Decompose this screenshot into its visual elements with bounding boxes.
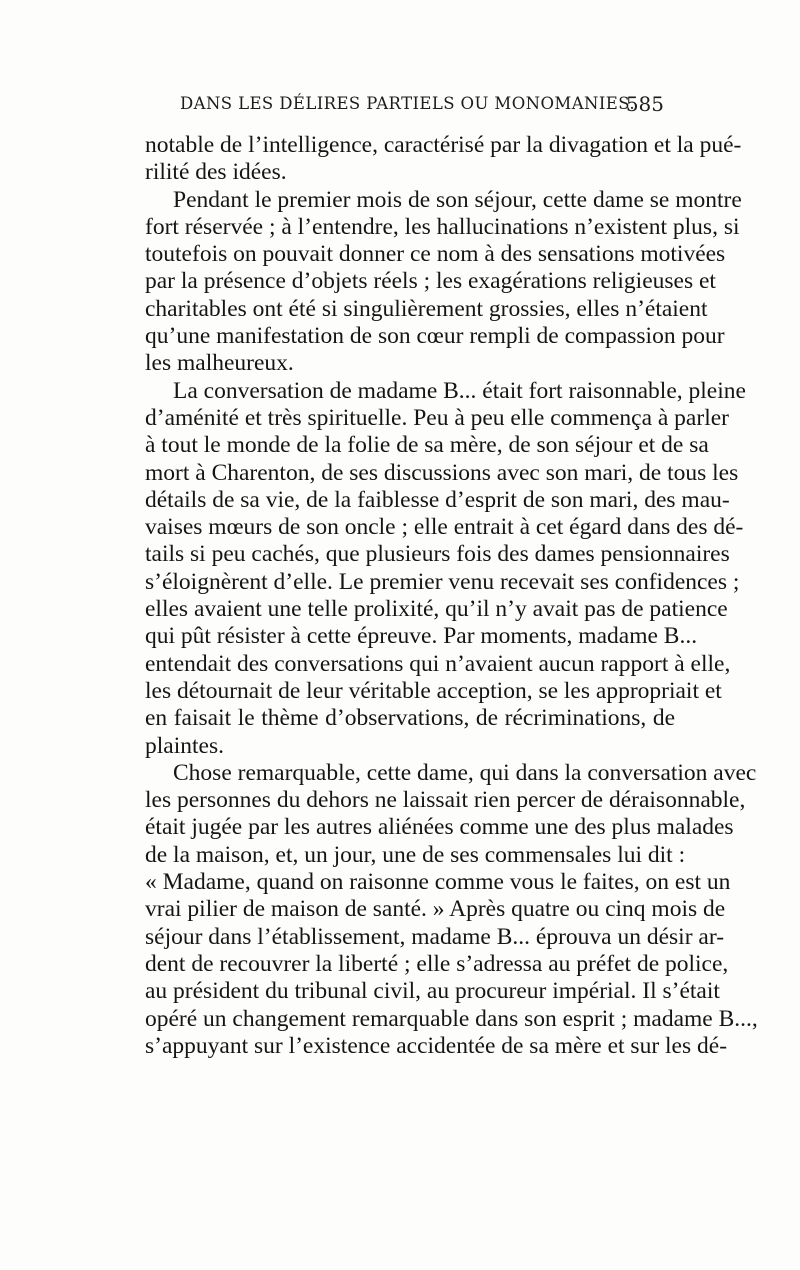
text-line: s’éloignèrent d’elle. Le premier venu recevait ses confidences ; [145, 568, 740, 595]
text-line: « Madame, quand on raisonne comme vous le faites, on est un [145, 869, 731, 896]
text-line: dent de recouvrer la liberté ; elle s’adressa au préfet de police, [145, 950, 729, 977]
text-line: à tout le monde de la folie de sa mère, de son séjour et de sa [145, 432, 709, 459]
text-line: opéré un changement remarquable dans son esprit ; madame B..., [145, 1005, 758, 1032]
text-line: au président du tribunal civil, au procureur impérial. Il s’était [145, 978, 720, 1005]
text-line: qui pût résister à cette épreuve. Par moments, madame B... [145, 623, 698, 650]
text-line: plaintes. [145, 732, 224, 759]
text-line: mort à Charenton, de ses discussions avec son mari, de tous les [145, 459, 739, 486]
paragraph [145, 186, 742, 378]
text-line: fort réservée ; à l’entendre, les hallucinations n’existent plus, si [145, 213, 740, 240]
text-line: elles avaient une telle prolixité, qu’il n’y avait pas de patience [145, 596, 728, 623]
text-line: entendait des conversations qui n’avaient aucun rapport à elle, [145, 650, 731, 677]
text-line: d’aménité et très spirituelle. Peu à peu elle commença à parler [145, 404, 729, 431]
text-line: séjour dans l’établissement, madame B... éprouva un désir ar- [145, 923, 725, 950]
paragraph [145, 377, 746, 760]
paragraph [145, 132, 742, 187]
text-line: en faisait le thème d’observations, de récriminations, de [145, 705, 675, 732]
text-line: les personnes du dehors ne laissait rien percer de déraisonnable, [145, 787, 746, 814]
text-line: toutefois on pouvait donner ce nom à des sensations motivées [145, 241, 726, 268]
body-text [145, 132, 758, 1060]
text-line: notable de l’intelligence, caractérisé par la divagation et la pué- [145, 132, 742, 158]
text-line: les malheureux. [145, 350, 294, 377]
running-head-title: DANS LES DÉLIRES PARTIELS OU MONOMANIES. [180, 94, 635, 113]
text-line: Chose remarquable, cette dame, qui dans la conversation avec [173, 759, 757, 786]
text-line: rilité des idées. [145, 159, 287, 186]
page-number: 585 [625, 92, 664, 116]
running-head [172, 94, 664, 124]
text-line: les détournait de leur véritable acception, se les appropriait et [145, 677, 722, 704]
text-line: Pendant le premier mois de son séjour, cette dame se montre [173, 186, 742, 213]
text-line: La conversation de madame B... était fort raisonnable, pleine [173, 377, 746, 404]
text-line: vaises mœurs de son oncle ; elle entrait à cet égard dans des dé- [145, 514, 744, 541]
text-line: qu’une manifestation de son cœur rempli de compassion pour [145, 323, 725, 350]
text-line: tails si peu cachés, que plusieurs fois des dames pensionnaires [145, 541, 730, 568]
paragraph [145, 759, 758, 1060]
text-line: détails de sa vie, de la faiblesse d’esprit de son mari, des mau- [145, 486, 730, 513]
text-line: s’appuyant sur l’existence accidentée de sa mère et sur les dé- [145, 1032, 728, 1059]
text-line: charitables ont été si singulièrement grossies, elles n’étaient [145, 295, 708, 322]
text-line: de la maison, et, un jour, une de ses commensales lui dit : [145, 841, 686, 868]
text-line: par la présence d’objets réels ; les exagérations religieuses et [145, 268, 716, 295]
text-line: vrai pilier de maison de santé. » Après quatre ou cinq mois de [145, 896, 726, 923]
text-line: était jugée par les autres aliénées comme une des plus malades [145, 814, 734, 841]
